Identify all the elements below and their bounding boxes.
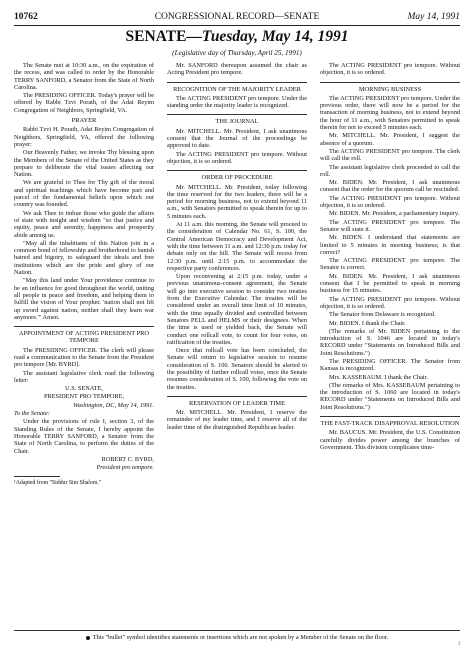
bottom-rule (14, 630, 460, 631)
paragraph: Upon reconvening at 2:15 p.m. today, under a previous unanimous-consent agreement, the Senate will go into executive session to consider two treaties from the Executive Calendar. The treaties will be considered under an overall time limit of 10 minutes, with the time equally divided and controlled between Senators PELL and HELMS or their designees. When the time is used or yielded back, the Senate will conduct one rollcall vote, to count for four votes, on ratification of the treaties. (167, 273, 307, 346)
paragraph: Mr. BIDEN. Mr. President, I ask unanimous consent that I be permitted to speak in morning business for 15 minutes. (320, 272, 460, 295)
paragraph: (The remarks of Mrs. KASSEBAUM pertaining to the introduction of S. 1060 are located in today's RECORD under "Statements on Introduced Bills and Joint Resolutions.") (320, 381, 460, 411)
section-rule (14, 326, 154, 327)
paragraph: The Senator from Delaware is recognized. (329, 311, 436, 319)
column-1 (14, 62, 154, 489)
paragraph: The ACTING PRESIDENT pro tempore. Without objection, it is so ordered. (320, 295, 460, 310)
section-rule (320, 82, 460, 83)
paragraph: Mr. MITCHELL. Mr. President, I ask unanimous consent that the Journal of the proceedings be approved to date. (167, 127, 307, 150)
section-heading-reservation: RESERVATION OF LEADER TIME (189, 399, 285, 407)
scan-mark: 3 (458, 642, 461, 647)
letter-head: U.S. SENATE, (65, 385, 103, 393)
paragraph: The PRESIDING OFFICER. Today's prayer will be offered by Rabbi Tzvi Porath, of the Adat Reyim Congregation of Neighbors, Springfield, VA. (14, 92, 154, 114)
paragraph: Mr. MITCHELL. Mr. President, today following the time reserved for the two leaders, there will be a period for morning business, not to extend beyond 11 a.m., with Senators permitted to speak therein for up to 5 minutes each. (167, 183, 307, 220)
paragraph: The ACTING PRESIDENT pro tempore. Without objection, it is so ordered. (320, 194, 460, 210)
legislative-day: (Legislative day of Thursday, April 25, 1991) (172, 49, 302, 57)
section-heading-appointment: APPOINTMENT OF ACTING PRESIDENT PRO TEMPORE (18, 330, 150, 345)
paragraph: Mrs. KASSEBAUM. I thank the Chair. (329, 373, 429, 381)
paragraph: Mr. BIDEN. I understand that statements are limited to 5 minutes in morning business; is that correct? (320, 234, 460, 256)
paragraph: The assistant legislative clerk proceeded to call the roll. (320, 163, 460, 178)
section-heading-fast-track: THE FAST-TRACK DISAPPROVAL RESOLUTION (320, 420, 460, 428)
section-heading-prayer: PRAYER (71, 117, 97, 125)
paragraph: The PRESIDING OFFICER. The clerk will please read a communication to the Senate from the President pro tempore [Mr. BYRD]. (14, 346, 154, 369)
paragraph: The ACTING PRESIDENT pro tempore. Without objection, it is so ordered. (167, 150, 307, 165)
letter-office: PRESIDENT PRO TEMPORE, (43, 393, 125, 401)
paragraph: Mr. SANFORD thereupon assumed the chair as Acting President pro tempore. (167, 62, 307, 77)
paragraph: Mr. MITCHELL. Mr. President, I suggest the absence of a quorum. (320, 132, 460, 147)
paragraph: The Senate met at 10:30 a.m., on the expiration of the recess, and was called to order by the Honorable TERRY SANFORD, a Senator from the State of North Carolina. (14, 62, 154, 91)
header-date: May 14, 1991 (407, 12, 460, 22)
section-heading-recognition: RECOGNITION OF THE MAJORITY LEADER (173, 85, 301, 93)
paragraph: Once that rollcall vote has been concluded, the Senate will return to legislative session to resume consideration of S. 100. Senators should be alerted to the possibility of further rollcall votes, once the Senate resumes consideration of S. 100, following the vote on the treaties. (167, 347, 307, 391)
paragraph: (The remarks of Mr. BIDEN pertaining to the introduction of S. 1046 are located in today's RECORD under "Statements on Introduced Bills and Joint Resolutions.") (320, 327, 460, 357)
paragraph: Mr. BAUCUS. Mr. President, the U.S. Constitution carefully divides power among the branches of Government. This division complicates time- (320, 429, 460, 451)
bullet-icon (86, 636, 90, 640)
paragraph: Mr. BIDEN. Mr. President, a parliamentary inquiry. (329, 210, 460, 218)
paragraph: Rabbi Tzvi H. Porath, Adat Reyim Congregation of Neighbors, Springfield, VA, offered the following prayer: (14, 126, 154, 148)
letter-to: To the Senate: (14, 410, 50, 418)
paragraph: Mr. MITCHELL. Mr. President, I reserve the remainder of my leader time, and I reserve all of the leader time of the distinguished Republican leader. (167, 409, 307, 431)
section-rule (167, 82, 307, 83)
running-title: CONGRESSIONAL RECORD—SENATE (154, 12, 320, 22)
paragraph: We ask Thee to imbue those who guide the affairs of state with insight and wisdom "so that justice and equity, peace and serenity, happiness and prosperity abide among us. (14, 209, 154, 239)
title-main: SENATE— (125, 28, 202, 45)
page-number: 10762 (14, 12, 38, 22)
title-day: Tuesday, May 14, 1991 (201, 28, 349, 45)
paragraph: The ACTING PRESIDENT pro tempore. Under the previous order, there will now be a period for the transaction of morning business, not to extend beyond the hour of 11 a.m., with Senators permitted to speak therein for not to exceed 5 minutes each. (320, 94, 460, 132)
paragraph: The ACTING PRESIDENT pro tempore. The clerk will call the roll. (320, 147, 460, 163)
paragraph: The ACTING PRESIDENT pro tempore. The Senator is correct. (320, 257, 460, 272)
paragraph: The PRESIDING OFFICER. The Senator from Kansas is recognized. (320, 357, 460, 373)
section-heading-morning-business: MORNING BUSINESS (358, 85, 422, 93)
bullet-note-text: This "bullet" symbol identifies statements or insertions which are not spoken by a Member of the Senate on the floor. (92, 634, 389, 641)
letter-signature: ROBERT C. BYRD, (101, 455, 154, 463)
paragraph: At 11 a.m. this morning, the Senate will proceed to the consideration of Calendar No. 61, S. 100, the Central American Democracy and Development Act, with the time between 11 a.m. and 12:30 p.m. today for debate only on the bill. The Senate will recess from 12:30 p.m. until 2:15 p.m. to accommodate the respective party conferences. (167, 221, 307, 272)
header-rule (14, 25, 460, 26)
paragraph: "May all the inhabitants of this Nation join in a common bond of fellowship and brotherhood to banish hatred and bigotry, to safeguard the ideals and free institutions which are the pride and glory of our Nation. (14, 239, 154, 277)
paragraph: Our Heavenly Father, we invoke Thy blessing upon the Members of the Senate of the United States as they prepare to deliberate the vital issues affecting our Nation. (14, 149, 154, 179)
paragraph: "May this land under Your providence continue to be an influence for good throughout the world, uniting all people in peace and freedom, and helping them to fulfill the vision of Your prophet: 'nation shall not lift up sword against nation, neither shall they learn war anymore.'" Amen. (14, 277, 154, 321)
page-title (14, 28, 460, 46)
column-3 (320, 62, 460, 452)
bullet-note (14, 634, 460, 641)
footnote-rule (14, 476, 60, 477)
paragraph: The ACTING PRESIDENT pro tempore. Under the standing order the majority leader is recognized. (167, 94, 307, 110)
letter-body: Under the provisions of rule I, section 3, of the Standing Rules of the Senate, I hereby appoint the Honorable TERRY SANFORD, a Senator from the State of North Carolina, to perform the duties of the Chair. (14, 418, 154, 455)
section-rule (167, 114, 307, 115)
letter-signatory-title: President pro tempore. (96, 464, 154, 472)
section-rule (167, 396, 307, 397)
paragraph: The ACTING PRESIDENT pro tempore. Without objection, it is so ordered. (320, 62, 460, 77)
paragraph: The ACTING PRESIDENT pro tempore. The Senator will state it. (320, 218, 460, 233)
footnote: ¹Adapted from "Siddur Sim Shalom." (14, 480, 102, 487)
section-heading-procedure: ORDER OF PROCEDURE (201, 174, 273, 182)
section-rule (167, 170, 307, 171)
paragraph: Mr. BIDEN. Mr. President, I ask unanimous consent that the order for the quorum call be rescinded. (320, 179, 460, 194)
section-rule (320, 416, 460, 417)
paragraph: Mr. BIDEN. I thank the Chair. (329, 319, 406, 327)
paragraph: The assistant legislative clerk read the following letter: (14, 369, 154, 384)
column-2 (167, 62, 307, 432)
paragraph: We are grateful to Thee for Thy gift of the moral and spiritual teachings which have become part and parcel of the fundamental beliefs upon which our country was founded. (14, 179, 154, 209)
running-header (14, 12, 460, 24)
section-heading-journal: THE JOURNAL (215, 118, 259, 126)
letter-place: Washington, DC, May 14, 1991. (73, 401, 154, 409)
